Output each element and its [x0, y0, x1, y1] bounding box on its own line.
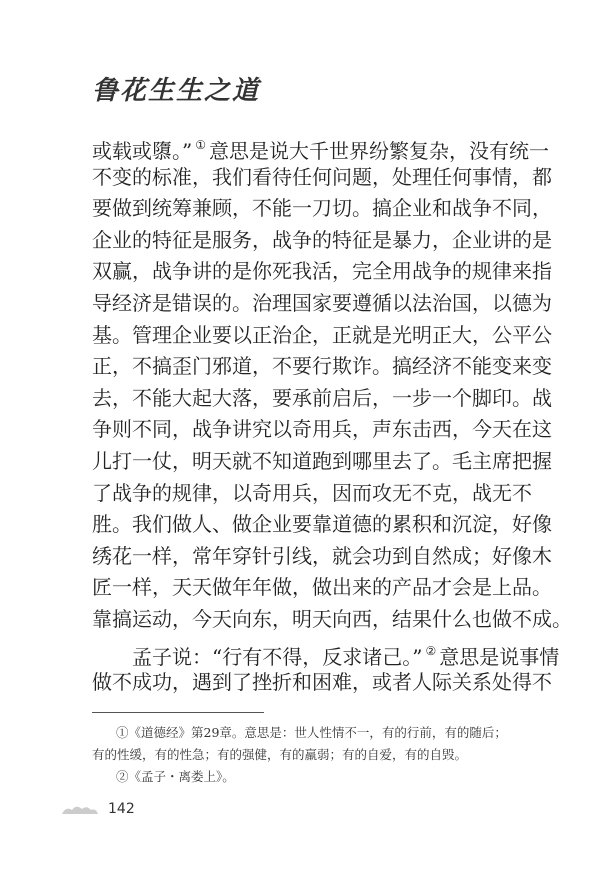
page-number: 142	[108, 801, 135, 817]
text-segment: 孟子说：“行有不得，反求诸己。”	[132, 644, 423, 669]
text-line: 胜。我们做人、做企业要靠道德的累积和沉淀，好像	[92, 512, 552, 537]
cloud-ornament-icon	[60, 802, 100, 816]
running-header-title: 鲁花生生之道	[92, 76, 261, 106]
text-line: 匠一样，天天做年年做，做出来的产品才会是上品。	[92, 575, 552, 600]
text-line: 儿打一仗，明天就不知道跑到哪里去了。毛主席把握	[92, 448, 552, 473]
text-line	[92, 636, 560, 669]
footnote-ref-2[interactable]: ②	[425, 643, 437, 658]
text-line: 正，不搞歪门邪道，不要行欺诈。搞经济不能变来变	[92, 354, 552, 379]
footnote-1-line: ①《道德经》第29章。意思是：世人性情不一，有的行前，有的随后；	[116, 725, 507, 740]
text-line: 绣花一样，常年穿针引线，就会功到自然成；好像木	[92, 543, 552, 568]
footnote-divider	[92, 712, 264, 713]
text-line: 要做到统筹兼顾，不能一刀切。搞企业和战争不同，	[92, 196, 552, 221]
text-line: 靠搞运动，今天向东，明天向西，结果什么也做不成。	[92, 606, 572, 631]
footnotes	[92, 722, 512, 788]
text-line: 做不成功，遇到了挫折和困难，或者人际关系处得不	[92, 670, 552, 695]
text-segment: 或载或隳。”	[92, 139, 193, 163]
footnote-1-line: 有的性缓，有的性急；有的强健，有的羸弱；有的自爱，有的自毁。	[92, 747, 468, 762]
folio	[60, 798, 135, 820]
text-line: 争则不同，战争讲究以奇用兵，声东击西，今天在这	[92, 417, 552, 442]
text-line: 基。管理企业要以正治企，正就是光明正大，公平公	[92, 322, 552, 347]
footnote-2: ②《孟子・离娄上》。	[116, 769, 235, 784]
text-line	[92, 130, 549, 163]
text-line: 导经济是错误的。治理国家要遵循以法治国，以德为	[92, 290, 552, 315]
text-line: 企业的特征是服务，战争的特征是暴力，企业讲的是	[92, 227, 552, 252]
text-segment: 意思是说事情	[439, 644, 560, 669]
text-line: 去，不能大起大落，要承前启后，一步一个脚印。战	[92, 385, 552, 410]
body-text	[92, 130, 572, 699]
text-line: 了战争的规律，以奇用兵，因而攻无不克，战无不	[92, 480, 532, 505]
footnote-ref-1[interactable]: ①	[195, 138, 206, 152]
text-line: 不变的标准，我们看待任何问题，处理任何事情，都	[92, 164, 552, 189]
text-line: 双赢，战争讲的是你死我活，完全用战争的规律来指	[92, 259, 552, 284]
text-segment: 意思是说大千世界纷繁复杂，没有统一	[209, 139, 549, 163]
